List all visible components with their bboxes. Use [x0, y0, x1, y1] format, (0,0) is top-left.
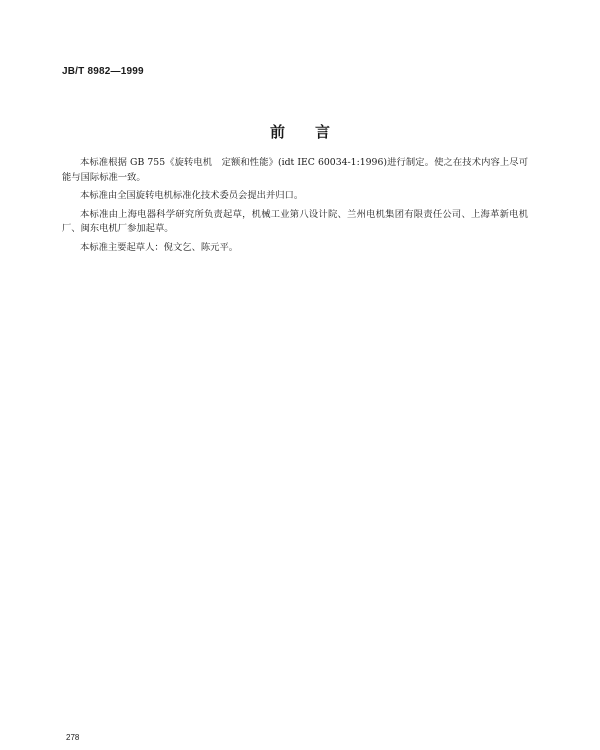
- foreword-body: [62, 156, 528, 260]
- page-number: 278: [66, 733, 80, 742]
- page-title: 前言: [269, 123, 360, 141]
- paragraph-drafters: 本标准主要起草人：倪文乞、陈元平。: [80, 241, 239, 253]
- standard-number: JB/T 8982—1999: [62, 66, 144, 77]
- paragraph-drafting-units: 本标准由上海电器科学研究所负责起草，机械工业第八设计院、兰州电机集团有限责任公司、上海革新电机厂、闽东电机厂参加起草。: [62, 208, 528, 235]
- paragraph-basis: 本标准根据 GB 755《旋转电机 定额和性能》(idt IEC 60034-1:1996)进行制定。使之在技术内容上尽可能与国际标准一致。: [62, 157, 528, 183]
- paragraph-proposer: 本标准由全国旋转电机标准化技术委员会提出并归口。: [80, 190, 304, 202]
